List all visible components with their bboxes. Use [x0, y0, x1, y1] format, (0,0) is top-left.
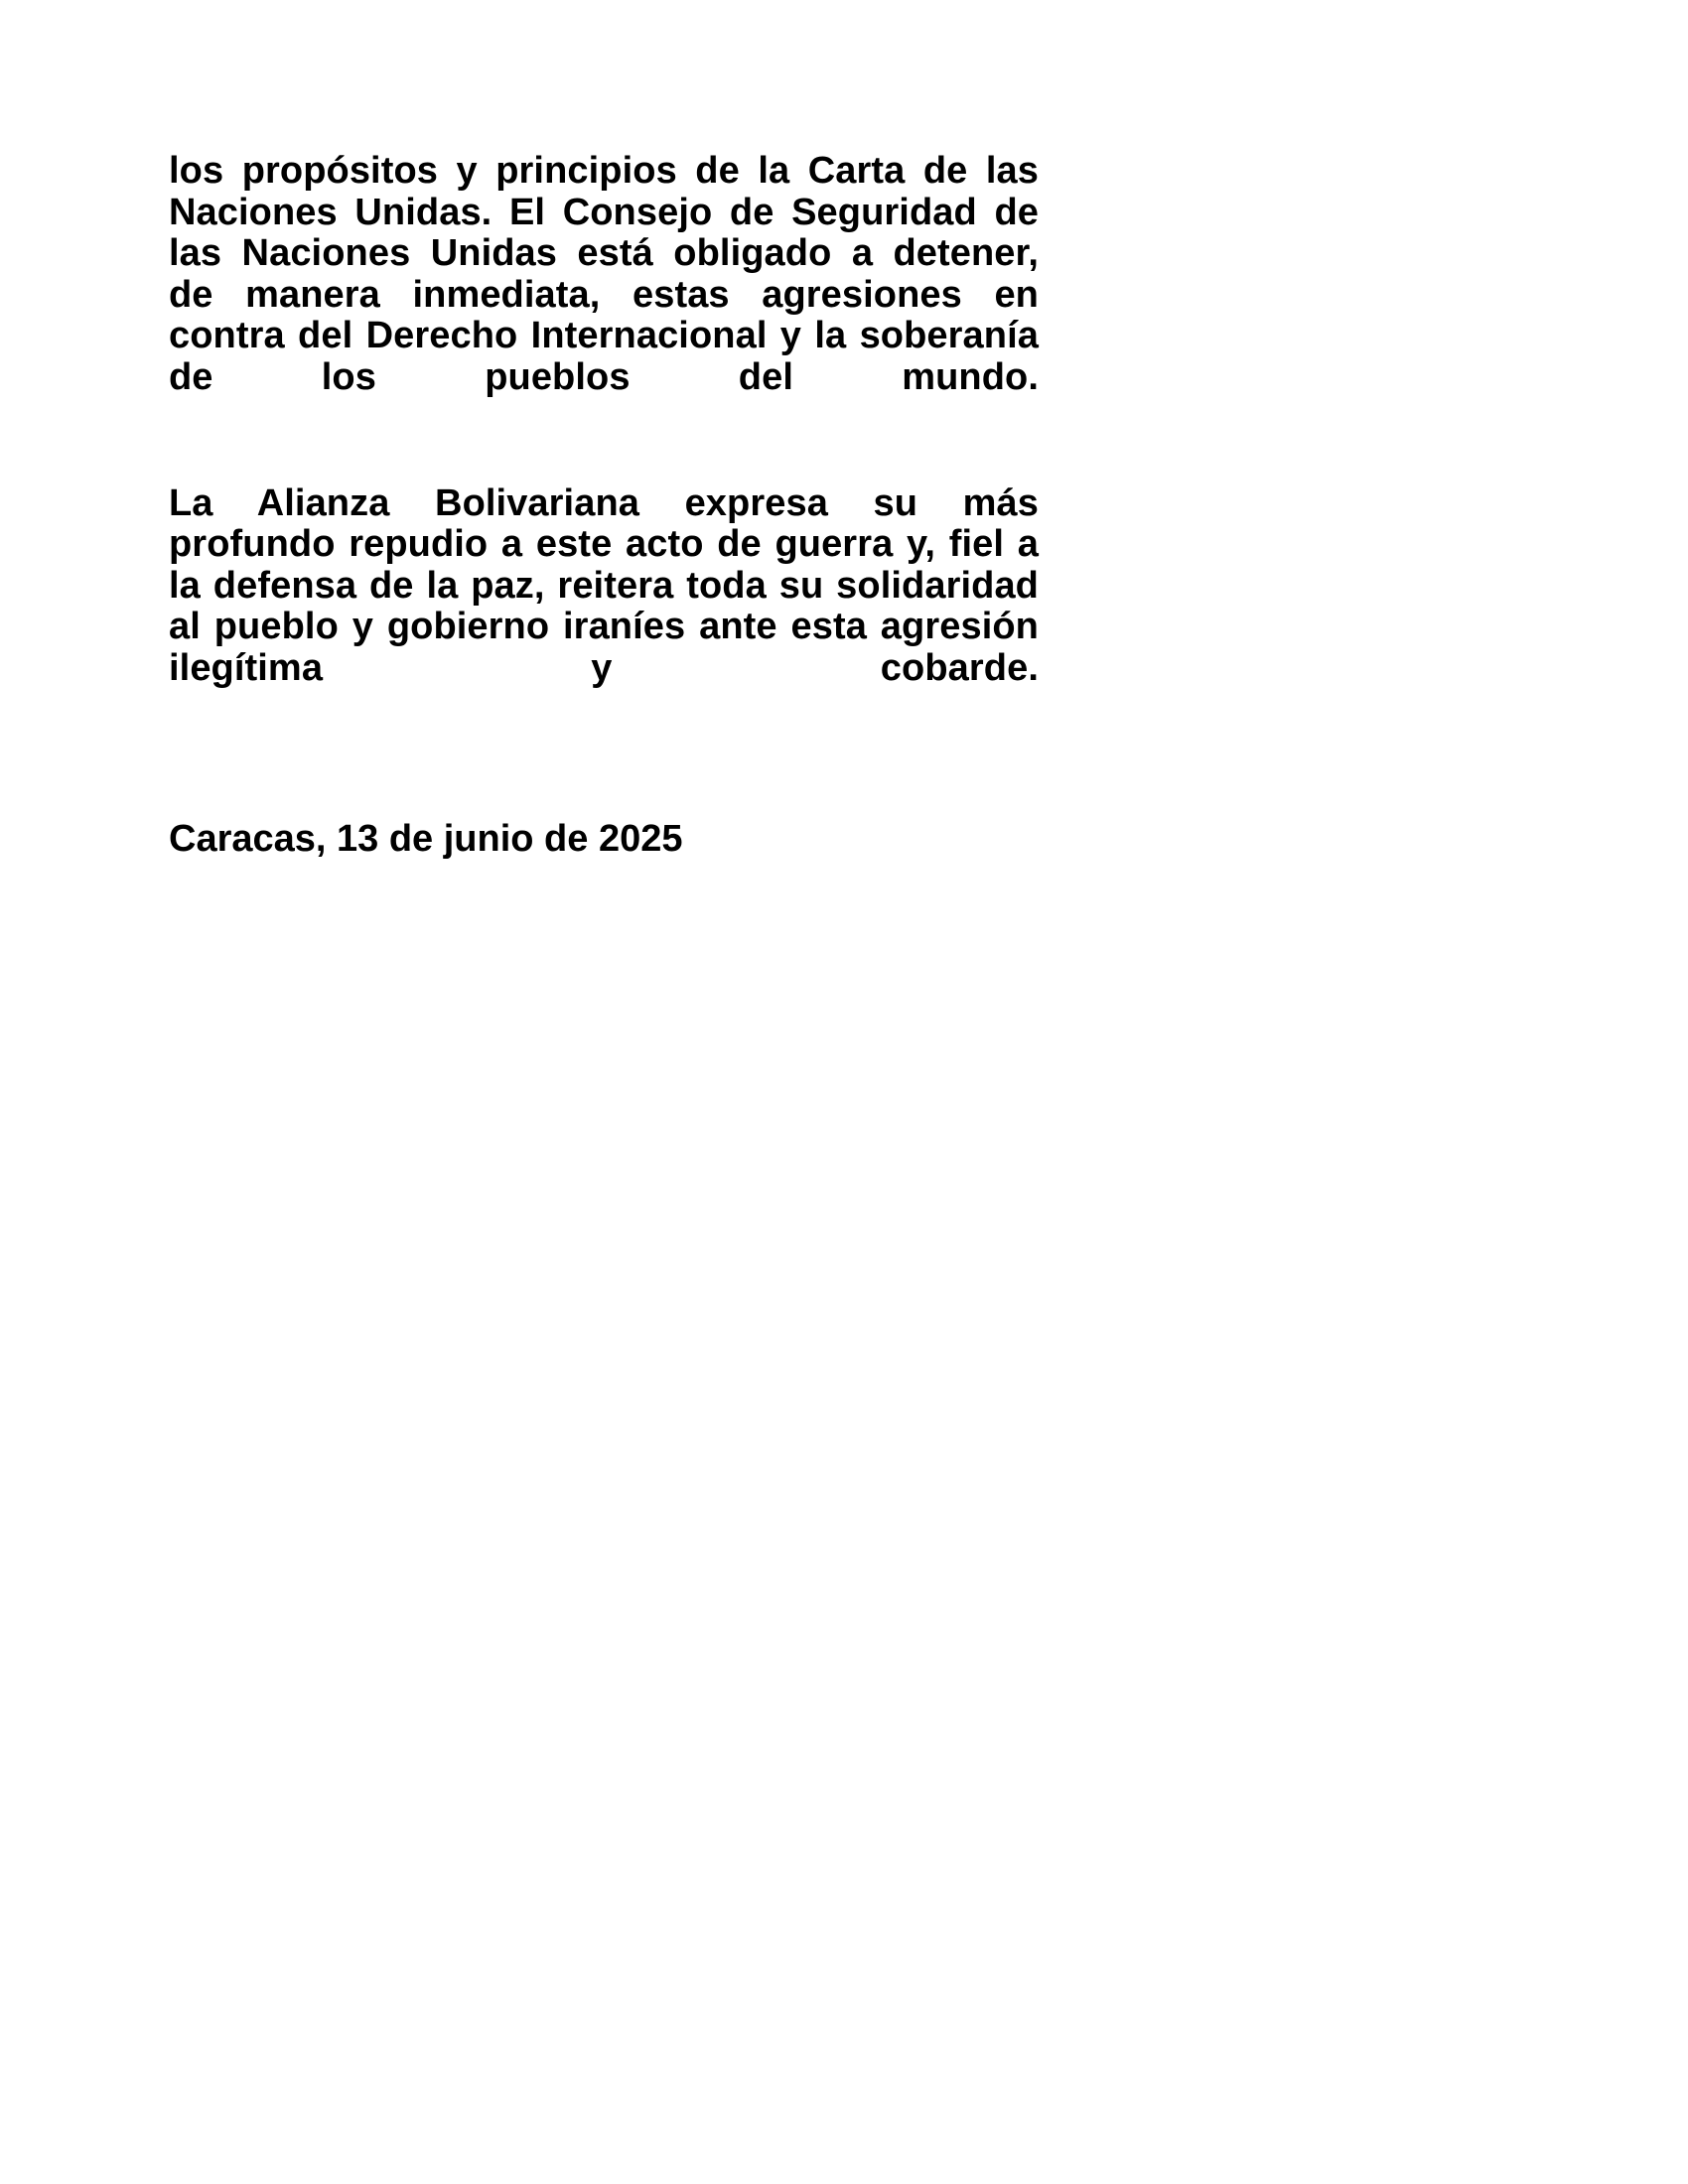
paragraph-spacer	[169, 440, 1039, 483]
document-text-body	[169, 151, 1039, 860]
paragraph-repudio: La Alianza Bolivariana expresa su más profundo repudio a este acto de guerra y, fiel a la defensa de la paz, reitera toda su solidaridad al pueblo y gobierno iraníes ante esta agresión ilegítima y cobarde.	[169, 481, 1039, 689]
dateline-spacer	[169, 731, 1039, 819]
paragraph-continuation: los propósitos y principios de la Carta de las Naciones Unidas. El Consejo de Seguridad de las Naciones Unidas está obligado a detener, de manera inmediata, estas agresiones en contra del Derecho Internacional y la soberanía de los pueblos del mundo.	[169, 150, 1039, 398]
dateline: Caracas, 13 de junio de 2025	[169, 817, 683, 860]
